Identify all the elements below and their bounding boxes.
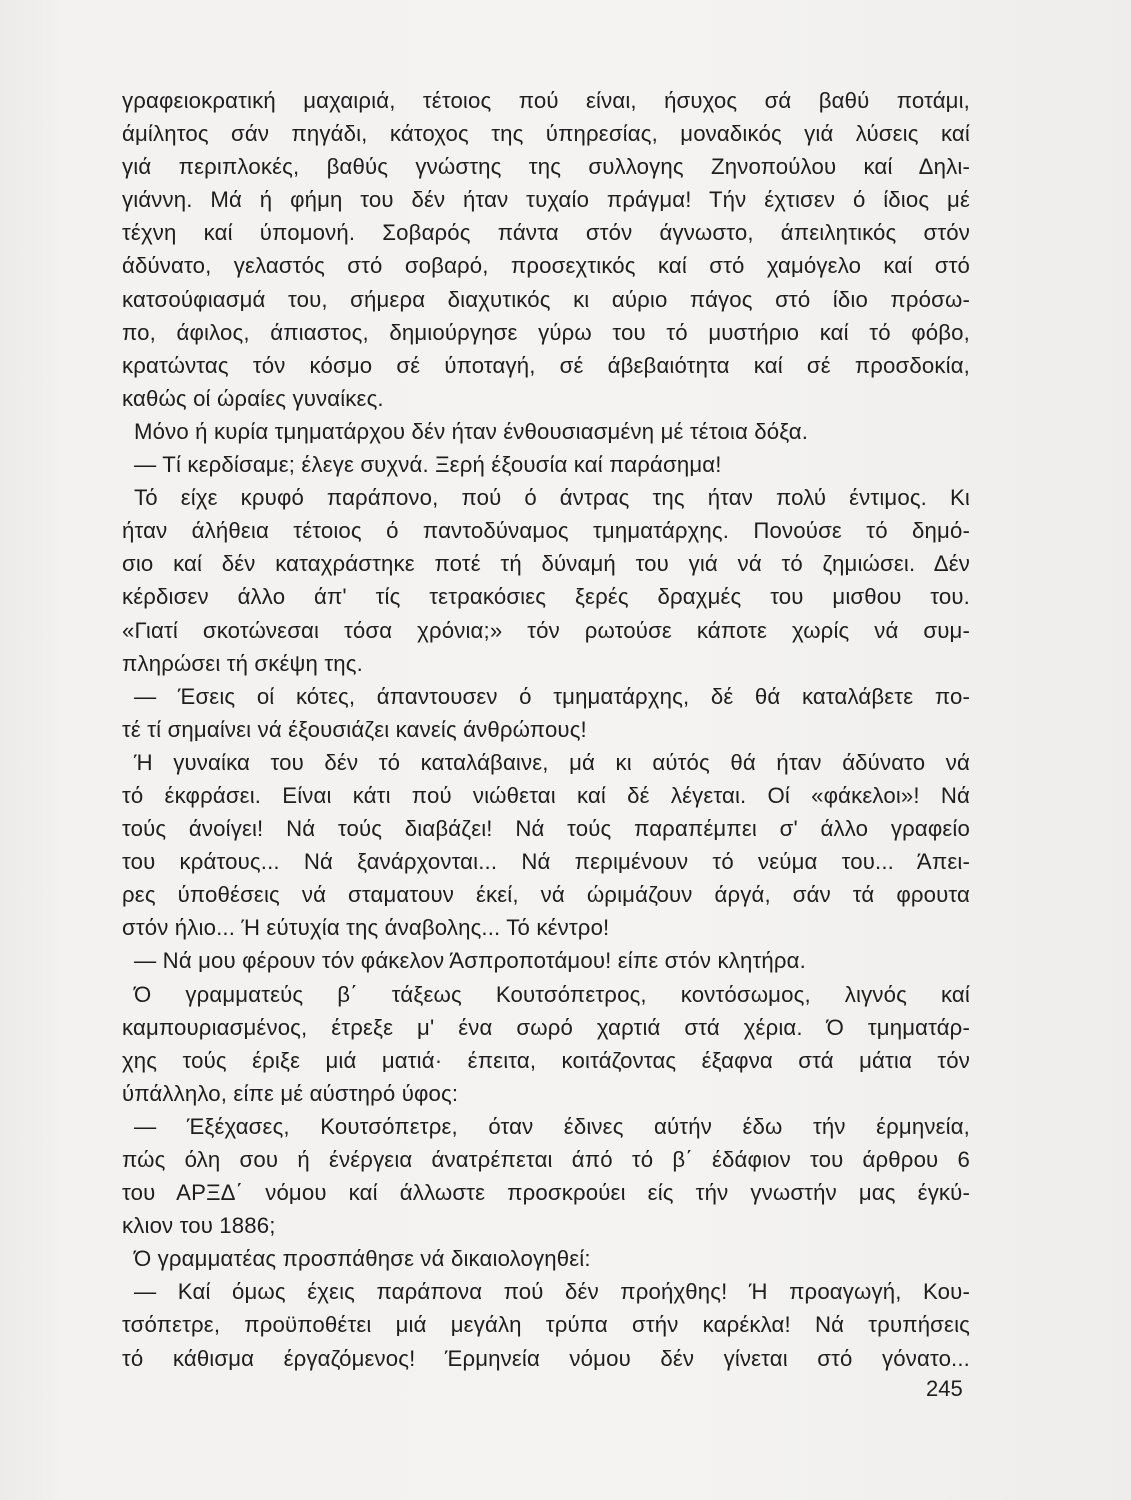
text-line: κλιον του 1886; [122,1213,276,1239]
text-line: άμίλητος σάν πηγάδι, κάτοχος της ύπηρεσίας, μοναδικός γιά λύσεις καί [122,121,970,147]
text-line: στόν ήλιο... Ή εύτυχία της άναβολης... Τό κέντρο! [122,915,610,941]
text-line: πώς όλη σου ή ένέργεια άνατρέπεται άπό τό β΄ έδάφιον του άρθρου 6 [122,1147,970,1172]
text-line: τό έκφράσει. Είναι κάτι πού νιώθεται καί δέ λέγεται. Οί «φάκελοι»! Νά [122,782,970,808]
text-line: κέρδισεν άλλο άπ' τίς τετρακόσιες ξερές δραχμές του μισθου του. [122,584,970,610]
text-line: — Έσεις οί κότες, άπαντουσεν ό τμηματάρχης, δέ θά καταλάβετε πο- [134,683,970,709]
body-text [122,84,970,1375]
text-line: — Έξέχασες, Κουτσόπετρε, όταν έδινες αύτήν έδω τήν έρμηνεία, [134,1113,970,1139]
text-line: καθώς οί ώραίες γυναίκες. [122,385,384,411]
page-number: 245 [926,1376,963,1401]
text-line: «Γιατί σκοτώνεσαι τόσα χρόνια;» τόν ρωτούσε κάποτε χωρίς νά συμ- [122,617,970,643]
text-line: Ή γυναίκα του δέν τό καταλάβαινε, μά κι αύτός θά ήταν άδύνατο νά [134,749,970,775]
text-line: τσόπετρε, προϋποθέτει μιά μεγάλη τρύπα στήν καρέκλα! Νά τρυπήσεις [122,1312,970,1338]
text-line: Μόνο ή κυρία τμηματάρχου δέν ήταν ένθουσιασμένη μέ τέτοια δόξα. [134,418,809,444]
text-line: Τό είχε κρυφό παράπονο, πού ό άντρας της ήταν πολύ έντιμος. Κι [134,485,970,511]
text-line: κρατώντας τόν κόσμο σέ ύποταγή, σέ άβεβαιότητα καί σέ προσδοκία, [122,352,970,378]
text-line: τούς άνοίγει! Νά τούς διαβάζει! Νά τούς παραπέμπει σ' άλλο γραφείο [122,816,970,842]
text-line: του κράτους... Νά ξανάρχονται... Νά περιμένουν τό νεύμα του... Άπει- [122,849,970,875]
text-line: καμπουριασμένος, έτρεξε μ' ένα σωρό χαρτιά στά χέρια. Ό τμηματάρ- [122,1014,970,1040]
text-line: Ό γραμματέας προσπάθησε νά δικαιολογηθεί: [134,1246,591,1272]
text-line: ρες ύποθέσεις νά σταματουν έκεί, νά ώριμάζουν άργά, σάν τά φρουτα [122,882,970,908]
text-line: κατσούφιασμά του, σήμερα διαχυτικός κι αύριο πάγος στό ίδιο πρόσω- [122,286,970,312]
text-line: άδύνατο, γελαστός στό σοβαρό, προσεχτικός καί στό χαμόγελο καί στό [122,253,970,279]
text-line: τέ τί σημαίνει νά έξουσιάζει κανείς άνθρώπους! [122,716,587,742]
text-line: γιά περιπλοκές, βαθύς γνώστης της συλλογης Ζηνοπούλου καί Δηλι- [122,154,970,180]
text-line: γιάννη. Μά ή φήμη του δέν ήταν τυχαίο πράγμα! Τήν έχτισεν ό ίδιος μέ [122,187,970,213]
text-line: ύπάλληλο, είπε μέ αύστηρό ύφος: [122,1080,459,1106]
text-line: ήταν άλήθεια τέτοιος ό παντοδύναμος τμηματάρχης. Πονούσε τό δημό- [122,518,970,544]
text-line: σιο καί δέν καταχράστηκε ποτέ τή δύναμή του γιά νά τό ζημιώσει. Δέν [122,551,970,577]
text-line: Ό γραμματεύς β΄ τάξεως Κουτσόπετρος, κοντόσωμος, λιγνός καί [134,981,970,1007]
text-line: πληρώσει τή σκέψη της. [122,650,363,676]
text-line: — Καί όμως έχεις παράπονα πού δέν προήχθης! Ή προαγωγή, Κου- [134,1279,970,1305]
text-line: χης τούς έριξε μιά ματιά· έπειτα, κοιτάζοντας έξαφνα στά μάτια τόν [122,1047,970,1073]
text-line: τέχνη καί ύπομονή. Σοβαρός πάντα στόν άγνωστο, άπειλητικός στόν [122,220,970,246]
text-line: τό κάθισμα έργαζόμενος! Έρμηνεία νόμου δέν γίνεται στό γόνατο... [122,1345,970,1371]
text-line: πο, άφιλος, άπιαστος, δημιούργησε γύρω του τό μυστήριο καί τό φόβο, [122,319,970,345]
text-line: του ΑΡΞΔ΄ νόμου καί άλλωστε προσκρούει είς τήν γνωστήν μας έγκύ- [122,1180,970,1206]
text-line: γραφειοκρατική μαχαιριά, τέτοιος πού είναι, ήσυχος σά βαθύ ποτάμι, [122,88,970,113]
text-line: — Τί κερδίσαμε; έλεγε συχνά. Ξερή έξουσία καί παράσημα! [134,452,722,478]
text-line: — Νά μου φέρουν τόν φάκελον Άσπροποτάμου! είπε στόν κλητήρα. [134,948,806,974]
